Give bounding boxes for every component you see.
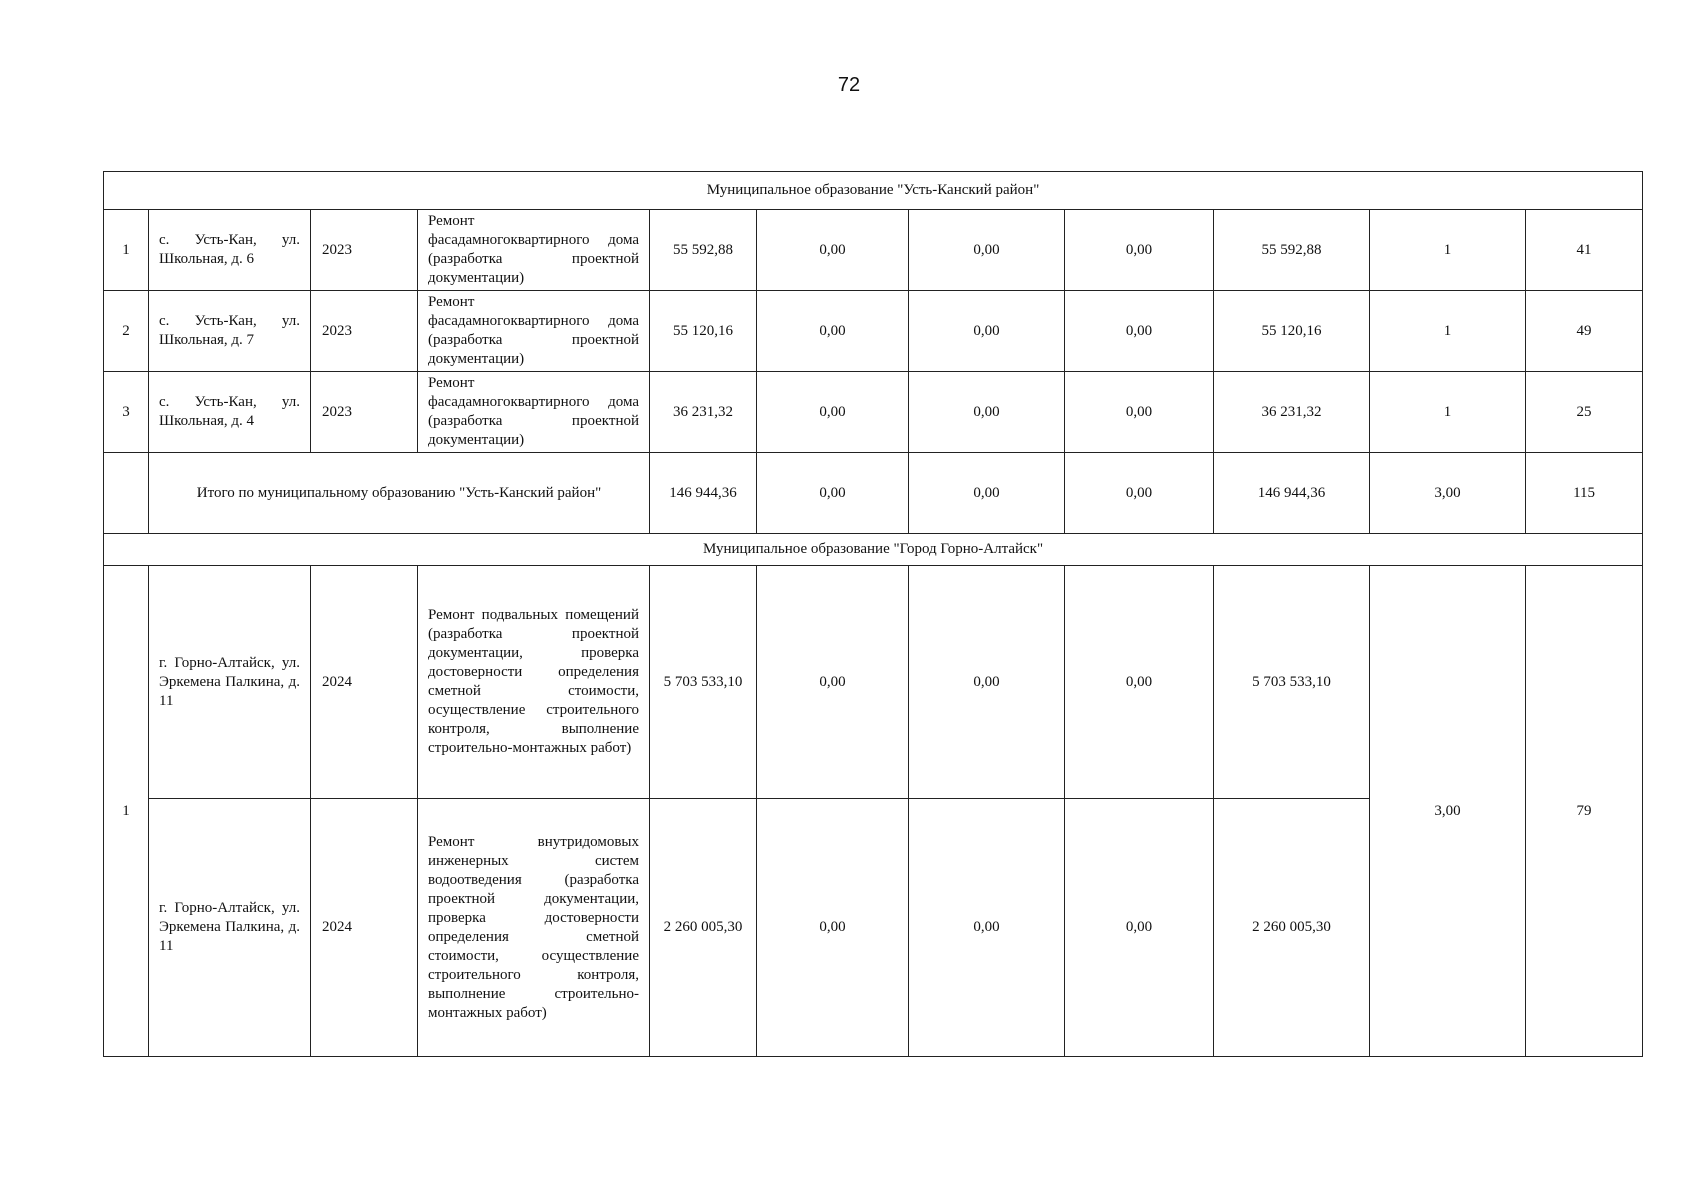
total-value-5: 146 944,36	[1214, 453, 1370, 534]
row-number: 1	[104, 566, 149, 1057]
value-cell-5: 55 120,16	[1214, 291, 1370, 372]
value-cell-2: 0,00	[757, 372, 909, 453]
value-cell-6: 1	[1370, 372, 1526, 453]
value-cell-3: 0,00	[909, 566, 1065, 799]
value-cell-6: 3,00	[1370, 566, 1526, 1057]
year-cell: 2023	[311, 291, 418, 372]
value-cell-5: 5 703 533,10	[1214, 566, 1370, 799]
value-cell-4: 0,00	[1065, 291, 1214, 372]
section-header-row	[104, 534, 1643, 566]
year-cell: 2024	[311, 799, 418, 1057]
value-cell-3: 0,00	[909, 210, 1065, 291]
table-row	[104, 291, 1643, 372]
year-cell: 2024	[311, 566, 418, 799]
value-cell-7: 49	[1526, 291, 1643, 372]
page-number: 72	[837, 74, 861, 96]
total-value-4: 0,00	[1065, 453, 1214, 534]
total-value-1: 146 944,36	[650, 453, 757, 534]
work-type-cell: Ремонт фасадамногоквартирного дома (разработка проектной документации)	[418, 372, 650, 453]
year-cell: 2023	[311, 372, 418, 453]
value-cell-5: 36 231,32	[1214, 372, 1370, 453]
row-number: 3	[104, 372, 149, 453]
total-value-7: 115	[1526, 453, 1643, 534]
value-cell-4: 0,00	[1065, 372, 1214, 453]
value-cell-2: 0,00	[757, 210, 909, 291]
value-cell-5: 2 260 005,30	[1214, 799, 1370, 1057]
value-cell-3: 0,00	[909, 372, 1065, 453]
year-cell: 2023	[311, 210, 418, 291]
total-number-cell	[104, 453, 149, 534]
work-type-cell: Ремонт фасадамногоквартирного дома (разработка проектной документации)	[418, 291, 650, 372]
value-cell-7: 41	[1526, 210, 1643, 291]
address-cell: г. Горно-Алтайск, ул. Эркемена Палкина, д. 11	[149, 566, 311, 799]
value-cell-2: 0,00	[757, 799, 909, 1057]
work-type-cell: Ремонт подвальных помещений (разработка проектной документации, проверка достоверности определения сметной стоимости, осуществление строительного контроля, выполнение строительно-монтажных работ)	[418, 566, 650, 799]
value-cell-2: 0,00	[757, 566, 909, 799]
value-cell-4: 0,00	[1065, 210, 1214, 291]
total-value-6: 3,00	[1370, 453, 1526, 534]
section-header-row	[104, 172, 1643, 210]
value-cell-3: 0,00	[909, 291, 1065, 372]
address-cell: с. Усть-Кан, ул. Школьная, д. 4	[149, 372, 311, 453]
total-value-3: 0,00	[909, 453, 1065, 534]
value-cell-1: 5 703 533,10	[650, 566, 757, 799]
total-label: Итого по муниципальному образованию "Усть-Канский район"	[149, 453, 650, 534]
total-value-2: 0,00	[757, 453, 909, 534]
value-cell-7: 25	[1526, 372, 1643, 453]
row-number: 1	[104, 210, 149, 291]
table-row	[104, 210, 1643, 291]
value-cell-1: 55 120,16	[650, 291, 757, 372]
value-cell-1: 55 592,88	[650, 210, 757, 291]
address-cell: г. Горно-Алтайск, ул. Эркемена Палкина, д. 11	[149, 799, 311, 1057]
value-cell-6: 1	[1370, 291, 1526, 372]
value-cell-3: 0,00	[909, 799, 1065, 1057]
address-cell: с. Усть-Кан, ул. Школьная, д. 6	[149, 210, 311, 291]
value-cell-6: 1	[1370, 210, 1526, 291]
table-row	[104, 566, 1643, 799]
value-cell-7: 79	[1526, 566, 1643, 1057]
value-cell-1: 2 260 005,30	[650, 799, 757, 1057]
table-row	[104, 372, 1643, 453]
section-header: Муниципальное образование "Усть-Канский район"	[104, 172, 1643, 210]
value-cell-4: 0,00	[1065, 799, 1214, 1057]
work-type-cell: Ремонт фасадамногоквартирного дома (разработка проектной документации)	[418, 210, 650, 291]
total-row	[104, 453, 1643, 534]
row-number: 2	[104, 291, 149, 372]
value-cell-5: 55 592,88	[1214, 210, 1370, 291]
address-cell: с. Усть-Кан, ул. Школьная, д. 7	[149, 291, 311, 372]
value-cell-2: 0,00	[757, 291, 909, 372]
value-cell-1: 36 231,32	[650, 372, 757, 453]
section-header: Муниципальное образование "Город Горно-Алтайск"	[104, 534, 1643, 566]
work-type-cell: Ремонт внутридомовых инженерных систем водоотведения (разработка проектной документации, проверка достоверности определения сметной стоимости, осуществление строительного контроля, выполнение строительно-монтажных работ)	[418, 799, 650, 1057]
value-cell-4: 0,00	[1065, 566, 1214, 799]
repair-program-table	[103, 171, 1643, 1057]
